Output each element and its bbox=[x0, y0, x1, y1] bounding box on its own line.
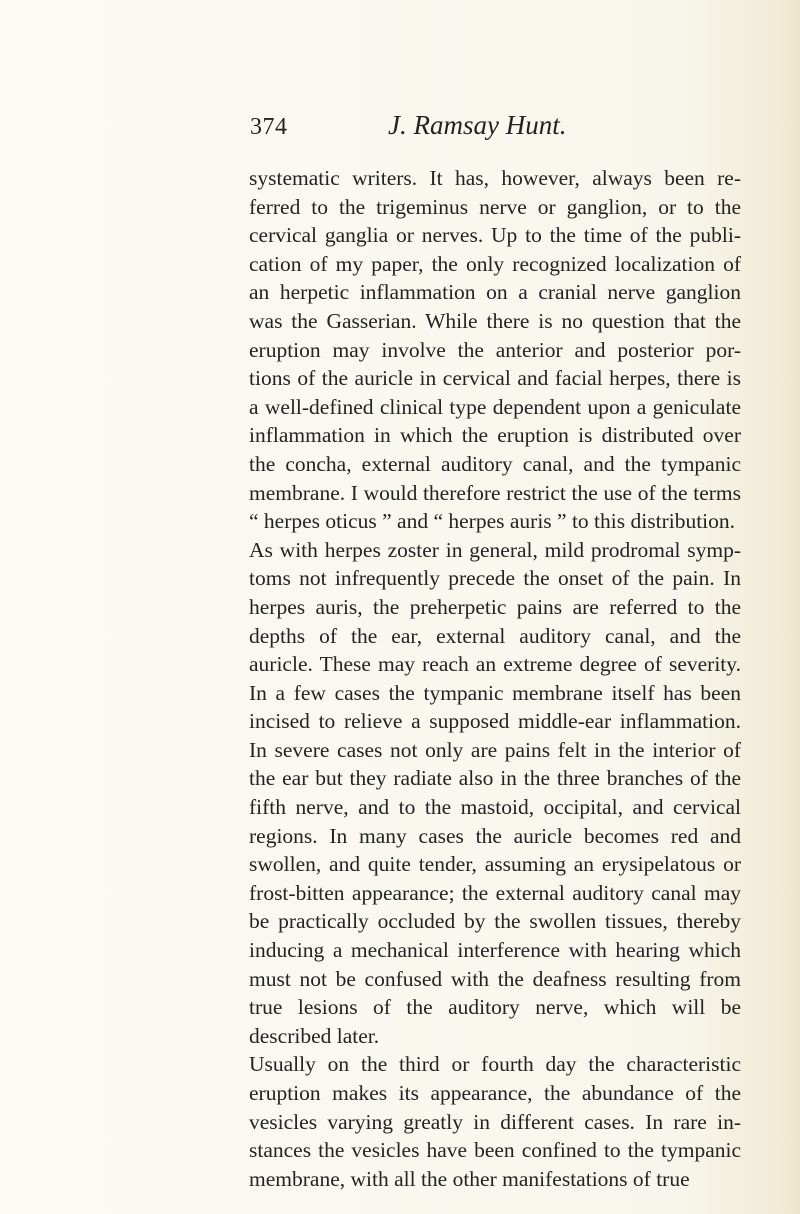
paragraph-1: systematic writers. It has, however, always been re- ferred to the trigeminus nerve or ganglion, or to the cervical ganglia or nerves. Up to the time of the publi- cation of my paper, the only recognized localization of an herpetic inflammation on a cranial nerve ganglion was the Gasserian. While there is no question that the eruption may involve the anterior and posterior por- tions of the auricle in cervical and facial herpes, there is a well-defined clinical type dependent upon a geniculate inflammation in which the eruption is distributed over the concha, external auditory canal, and the tympanic membrane. I would therefore restrict the use of the terms “ herpes oticus ” and “ herpes auris ” to this distribution. bbox=[249, 166, 741, 534]
paragraph-2: As with herpes zoster in general, mild prodromal symp- toms not infrequently precede the onset of the pain. In herpes auris, the preherpetic pains are referred to the depths of the ear, external auditory canal, and the auricle. These may reach an extreme degree of severity. In a few cases the tympanic membrane itself has been incised to relieve a supposed middle-ear inflammation. In severe cases not only are pains felt in the interior of the ear but they radiate also in the three branches of the fifth nerve, and to the mastoid, occipital, and cervical regions. In many cases the auricle becomes red and swollen, and quite tender, assuming an erysipelatous or frost-bitten appearance; the external auditory canal may be practically occluded by the swollen tissues, thereby inducing a mechanical interference with hearing which must not be confused with the deafness resulting from true lesions of the auditory nerve, which will be described later. bbox=[249, 537, 741, 1048]
paragraph-3: Usually on the third or fourth day the characteristic eruption makes its appearance, the abundance of the vesicles varying greatly in different cases. In rare in- stances the vesicles have been confined to the tympanic membrane, with all the other manifestations of true bbox=[249, 1052, 741, 1191]
page-header bbox=[0, 110, 800, 150]
body-text bbox=[249, 164, 741, 1193]
running-head: J. Ramsay Hunt. bbox=[388, 110, 567, 140]
page-number: 374 bbox=[250, 114, 288, 140]
